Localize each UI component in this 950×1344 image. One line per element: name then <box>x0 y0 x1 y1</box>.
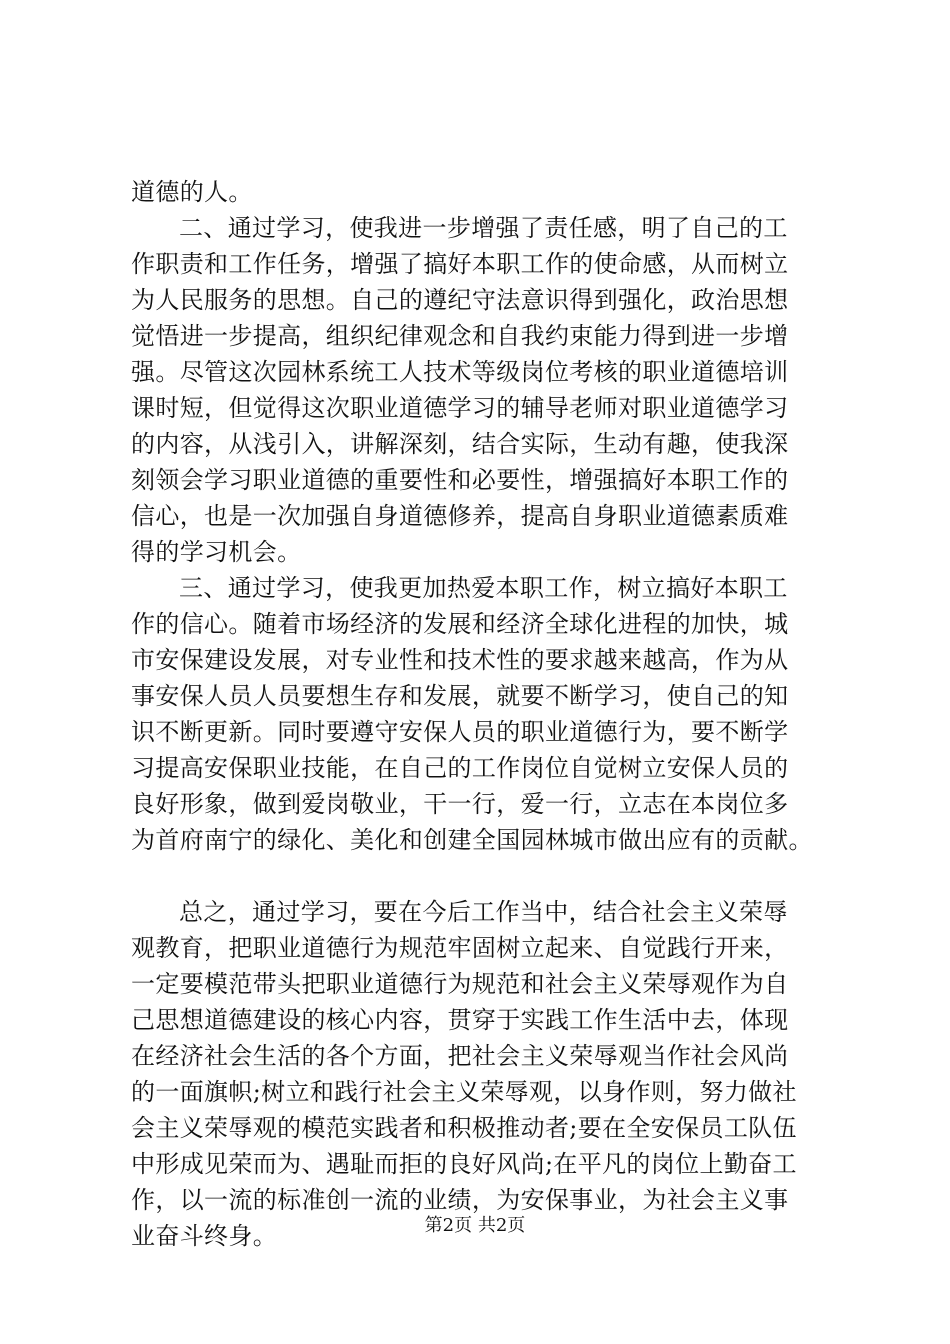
text-line: 良好形象，做到爱岗敬业，干一行，爱一行，立志在本岗位多 <box>131 790 789 818</box>
text-line: 观教育，把职业道德行为规范牢固树立起来、自觉践行开来， <box>131 934 789 962</box>
text-line: 业奋斗终身。 <box>131 1222 278 1250</box>
text-line: 的一面旗帜;树立和践行社会主义荣辱观，以身作则，努力做社 <box>131 1078 797 1106</box>
text-line: 作职责和工作任务，增强了搞好本职工作的使命感，从而树立 <box>131 250 789 278</box>
document-body <box>131 174 831 1254</box>
text-line: 在经济社会生活的各个方面，把社会主义荣辱观当作社会风尚 <box>131 1042 789 1070</box>
text-line: 己思想道德建设的核心内容，贯穿于实践工作生活中去，体现 <box>131 1006 789 1034</box>
summary-paragraph-start: 总之，通过学习，要在今后工作当中，结合社会主义荣辱 <box>179 898 788 926</box>
text-line: 的内容，从浅引入，讲解深刻，结合实际，生动有趣，使我深 <box>131 430 789 458</box>
text-line: 觉悟进一步提高，组织纪律观念和自我约束能力得到进一步增 <box>131 322 789 350</box>
page-number-footer: 第2页 共2页 <box>424 1215 526 1236</box>
text-line: 中形成见荣而为、遇耻而拒的良好风尚;在平凡的岗位上勤奋工 <box>131 1150 797 1178</box>
text-line: 为首府南宁的绿化、美化和创建全国园林城市做出应有的贡献。 <box>131 826 813 854</box>
text-line: 作的信心。随着市场经济的发展和经济全球化进程的加快，城 <box>131 610 789 638</box>
text-line: 一定要模范带头把职业道德行为规范和社会主义荣辱观作为自 <box>131 970 789 998</box>
text-line: 道德的人。 <box>131 178 253 206</box>
text-line: 为人民服务的思想。自己的遵纪守法意识得到强化，政治思想 <box>131 286 789 314</box>
text-line: 信心，也是一次加强自身道德修养，提高自身职业道德素质难 <box>131 502 789 530</box>
text-line: 课时短，但觉得这次职业道德学习的辅导老师对职业道德学习 <box>131 394 789 422</box>
text-line: 强。尽管这次园林系统工人技术等级岗位考核的职业道德培训 <box>131 358 789 386</box>
paragraph-gap <box>131 858 831 894</box>
text-line: 得的学习机会。 <box>131 538 302 566</box>
text-line: 习提高安保职业技能，在自己的工作岗位自觉树立安保人员的 <box>131 754 789 782</box>
text-line: 市安保建设发展，对专业性和技术性的要求越来越高，作为从 <box>131 646 789 674</box>
text-line: 事安保人员人员要想生存和发展，就要不断学习，使自己的知 <box>131 682 789 710</box>
text-line: 刻领会学习职业道德的重要性和必要性，增强搞好本职工作的 <box>131 466 789 494</box>
text-line: 会主义荣辱观的模范实践者和积极推动者;要在全安保员工队伍 <box>131 1114 797 1142</box>
paragraph-3-start: 三、通过学习，使我更加热爱本职工作，树立搞好本职工 <box>179 574 788 602</box>
text-line: 识不断更新。同时要遵守安保人员的职业道德行为，要不断学 <box>131 718 789 746</box>
paragraph-2-start: 二、通过学习，使我进一步增强了责任感，明了自己的工 <box>179 214 788 242</box>
text-line: 作，以一流的标准创一流的业绩，为安保事业，为社会主义事 <box>131 1186 789 1214</box>
